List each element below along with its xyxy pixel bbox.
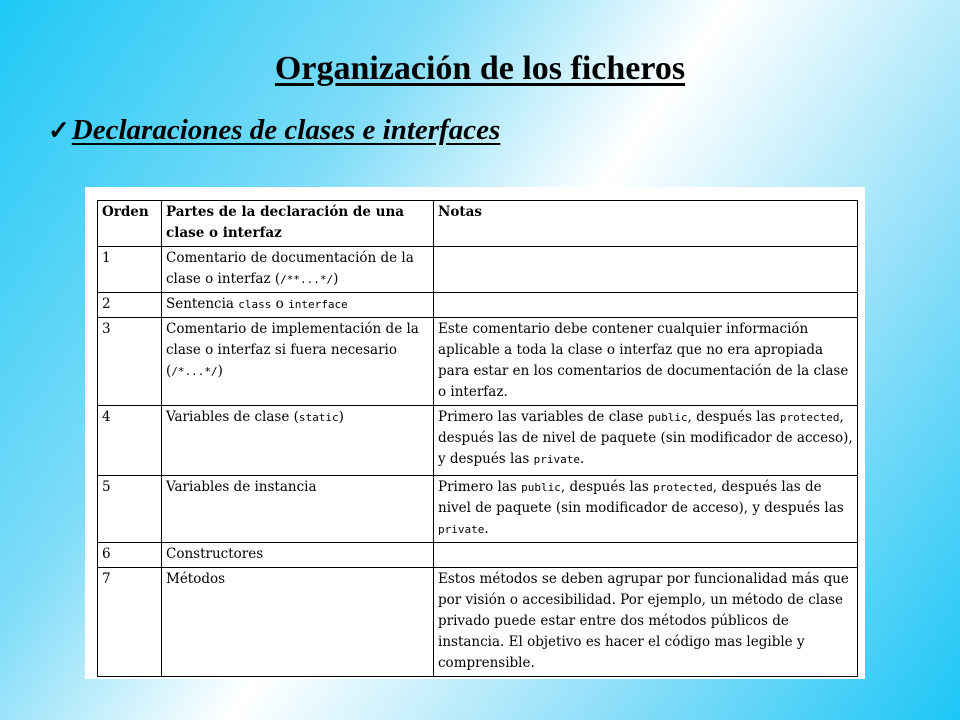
cell-parts	[162, 247, 434, 293]
cell-order: 3	[98, 318, 162, 406]
parts-text: Sentencia	[166, 296, 239, 312]
code-keyword: private	[438, 523, 485, 536]
cell-parts	[162, 476, 434, 543]
cell-notes	[434, 293, 858, 318]
cell-notes	[434, 318, 858, 406]
table-row	[98, 318, 858, 406]
table-row	[98, 543, 858, 568]
parts-text: Constructores	[166, 546, 264, 562]
slide-title: Organización de los ficheros	[274, 50, 686, 87]
code-keyword: class	[238, 298, 272, 311]
notes-text: Primero las variables de clase	[438, 409, 648, 425]
notes-text: , después las	[687, 409, 780, 425]
parts-text: Métodos	[166, 571, 226, 587]
cell-order: 6	[98, 543, 162, 568]
header-order: Orden	[98, 201, 162, 247]
table-body	[98, 201, 858, 677]
table-header-row	[98, 201, 858, 247]
parts-text: )	[333, 271, 339, 287]
code-keyword: public	[521, 481, 561, 494]
notes-text: , después las de nivel de paquete (sin modificador de acceso), y después las	[438, 479, 844, 516]
cell-order: 2	[98, 293, 162, 318]
code-keyword: static	[298, 411, 339, 424]
cell-order: 1	[98, 247, 162, 293]
cell-notes	[434, 406, 858, 476]
header-parts: Partes de la declaración de una clase o interfaz	[162, 201, 434, 247]
cell-order: 5	[98, 476, 162, 543]
table-row	[98, 476, 858, 543]
parts-text: Variables de instancia	[166, 479, 317, 495]
subtitle-text: Declaraciones de clases e interfaces	[71, 114, 501, 146]
notes-text: Estos métodos se deben agrupar por funcionalidad más que por visión o accesibilidad. Por ejemplo, un método de clase privado puede estar entre dos métodos públicos de instancia. El objetivo es hacer el código mas legible y comprensible.	[438, 571, 849, 671]
cell-notes	[434, 568, 858, 677]
cell-notes	[434, 247, 858, 293]
checkmark-icon: ✓	[48, 116, 70, 145]
cell-notes	[434, 543, 858, 568]
declarations-table	[97, 200, 858, 677]
table-row	[98, 568, 858, 677]
notes-text: Primero las	[438, 479, 522, 495]
parts-text: Variables de clase (	[166, 409, 299, 425]
cell-parts	[162, 543, 434, 568]
document-image	[85, 187, 865, 679]
table-row	[98, 293, 858, 318]
notes-text: , después las de nivel de paquete (sin modificador de acceso), y después las	[438, 409, 853, 467]
code-keyword: protected	[779, 411, 840, 424]
cell-parts	[162, 293, 434, 318]
table-row	[98, 406, 858, 476]
cell-order: 4	[98, 406, 162, 476]
parts-text: )	[338, 409, 344, 425]
cell-parts	[162, 318, 434, 406]
slide-subtitle	[48, 114, 500, 147]
notes-text: , después las	[560, 479, 654, 495]
code-keyword: public	[647, 411, 688, 424]
code-keyword: /*...*/	[171, 365, 218, 378]
code-keyword: private	[533, 453, 580, 466]
code-keyword: protected	[653, 481, 713, 494]
parts-text: Comentario de implementación de la clase o interfaz si fuera necesario (	[166, 321, 419, 379]
cell-order: 7	[98, 568, 162, 677]
cell-parts	[162, 406, 434, 476]
cell-notes	[434, 476, 858, 543]
parts-text: o	[271, 296, 289, 312]
header-notes: Notas	[434, 201, 858, 247]
parts-text: Comentario de documentación de la clase o interfaz (	[166, 250, 414, 287]
notes-text: .	[484, 521, 489, 537]
cell-parts	[162, 568, 434, 677]
parts-text: )	[217, 363, 223, 379]
code-keyword: /**...*/	[280, 273, 334, 286]
code-keyword: interface	[288, 298, 348, 311]
notes-text: Este comentario debe contener cualquier información aplicable a toda la clase o interfaz que no era apropiada para estar en los comentarios de documentación de la clase o interfaz.	[438, 321, 849, 400]
notes-text: .	[579, 451, 585, 467]
table-row	[98, 247, 858, 293]
